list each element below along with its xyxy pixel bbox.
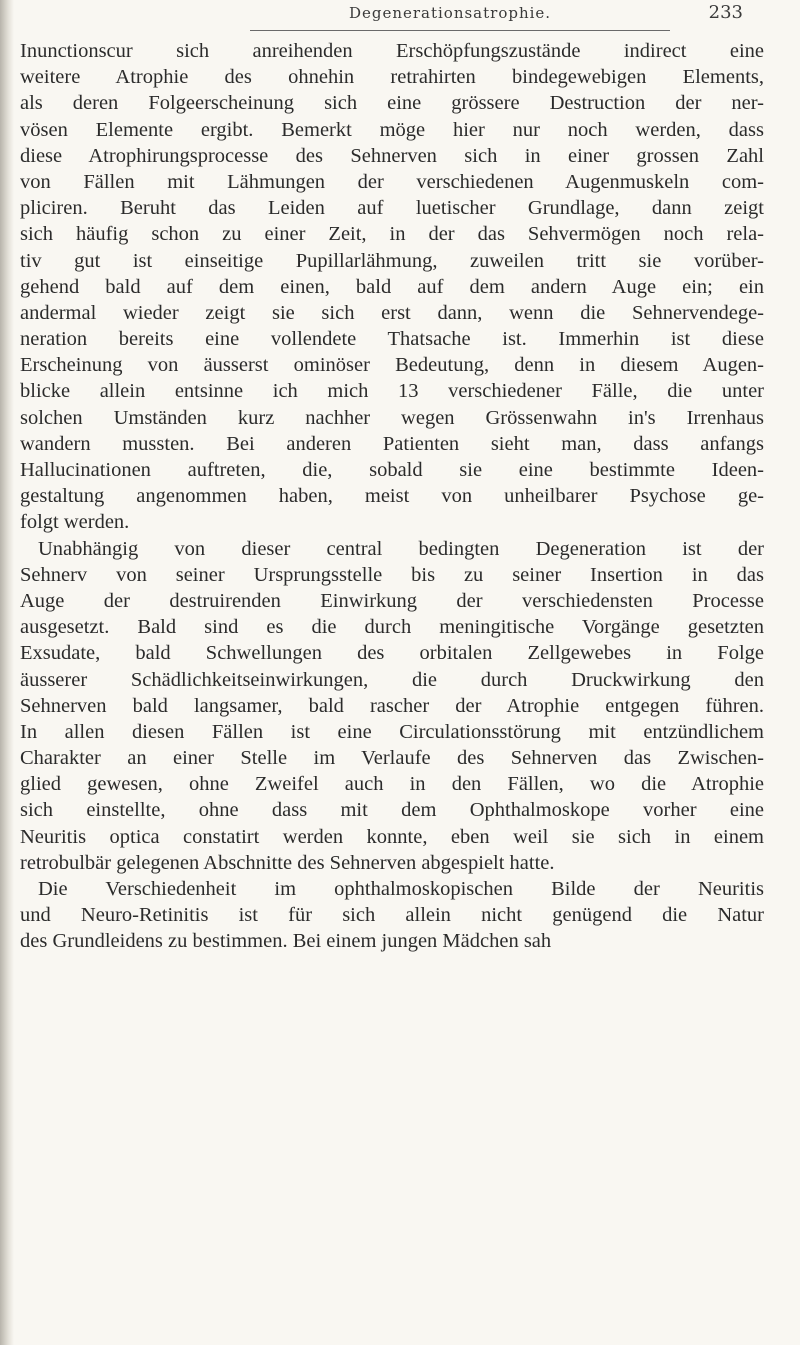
text-line: und Neuro-Retinitis ist für sich allein nicht genügend die Natur <box>20 904 764 927</box>
text-line: tiv gut ist einseitige Pupillarlähmung, zuweilen tritt sie vorüber- <box>20 249 764 272</box>
page-number: 233 <box>708 2 743 23</box>
text-line: Erscheinung von äusserst ominöser Bedeutung, denn in diesem Augen- <box>20 354 764 377</box>
text-line: pliciren. Beruht das Leiden auf luetischer Grundlage, dann zeigt <box>20 197 764 220</box>
text-line: solchen Umständen kurz nachher wegen Grössenwahn in's Irrenhaus <box>20 406 764 429</box>
text-line: gestaltung angenommen haben, meist von unheilbarer Psychose ge- <box>20 485 764 508</box>
text-line: blicke allein entsinne ich mich 13 verschiedener Fälle, die unter <box>20 380 764 403</box>
text-line: diese Atrophirungsprocesse des Sehnerven sich in einer grossen Zahl <box>20 144 764 167</box>
text-line: Sehnerv von seiner Ursprungsstelle bis zu seiner Insertion in das <box>20 563 764 586</box>
text-line: als deren Folgeerscheinung sich eine grössere Destruction der ner- <box>20 92 764 115</box>
text-line: ausgesetzt. Bald sind es die durch meningitische Vorgänge gesetzten <box>20 616 764 639</box>
text-line: gehend bald auf dem einen, bald auf dem andern Auge ein; ein <box>20 275 764 298</box>
text-line: Exsudate, bald Schwellungen des orbitalen Zellgewebes in Folge <box>20 642 764 665</box>
paragraph-end-line: folgt werden. <box>20 511 130 534</box>
text-line: weitere Atrophie des ohnehin retrahirten bindegewebigen Elements, <box>20 66 764 89</box>
text-line: wandern mussten. Bei anderen Patienten sieht man, dass anfangs <box>20 432 764 455</box>
text-line: von Fällen mit Lähmungen der verschiedenen Augenmuskeln com- <box>20 170 764 193</box>
paragraph-start-line: Unabhängig von dieser central bedingten Degeneration ist der <box>38 537 764 560</box>
text-line: Auge der destruirenden Einwirkung der verschiedensten Processe <box>20 589 764 612</box>
paragraph-start-line: Die Verschiedenheit im ophthalmoskopischen Bilde der Neuritis <box>38 878 764 900</box>
running-head: Degenerationsatrophie. <box>348 4 552 22</box>
paragraph-end-line: retrobulbär gelegenen Abschnitte des Sehnerven abgespielt hatte. <box>20 851 555 874</box>
text-line: Charakter an einer Stelle im Verlaufe des Sehnerven das Zwischen- <box>20 747 764 770</box>
header-rule <box>250 30 670 31</box>
text-line: Hallucinationen auftreten, die, sobald sie eine bestimmte Ideen- <box>20 459 764 481</box>
text-line: des Grundleidens zu bestimmen. Bei einem jungen Mädchen sah <box>20 930 552 953</box>
text-line: Neuritis optica constatirt werden konnte, eben weil sie sich in einem <box>20 825 764 848</box>
text-line: Sehnerven bald langsamer, bald rascher der Atrophie entgegen führen. <box>20 694 764 717</box>
text-line: sich einstellte, ohne dass mit dem Ophthalmoskope vorher eine <box>20 799 764 822</box>
text-line: Inunctionscur sich anreihenden Erschöpfungszustände indirect eine <box>20 40 764 62</box>
text-line: sich häufig schon zu einer Zeit, in der das Sehvermögen noch rela- <box>20 223 764 246</box>
body-text <box>20 38 764 955</box>
text-line: glied gewesen, ohne Zweifel auch in den Fällen, wo die Atrophie <box>20 773 764 796</box>
text-line: neration bereits eine vollendete Thatsache ist. Immerhin ist diese <box>20 328 764 351</box>
text-line: vösen Elemente ergibt. Bemerkt möge hier nur noch werden, dass <box>20 118 764 141</box>
page-gutter-shadow <box>0 0 14 1345</box>
text-line: andermal wieder zeigt sie sich erst dann, wenn die Sehnervendege- <box>20 301 764 324</box>
text-line: In allen diesen Fällen ist eine Circulationsstörung mit entzündlichem <box>20 720 764 743</box>
text-line: äusserer Schädlichkeitseinwirkungen, die durch Druckwirkung den <box>20 668 764 691</box>
